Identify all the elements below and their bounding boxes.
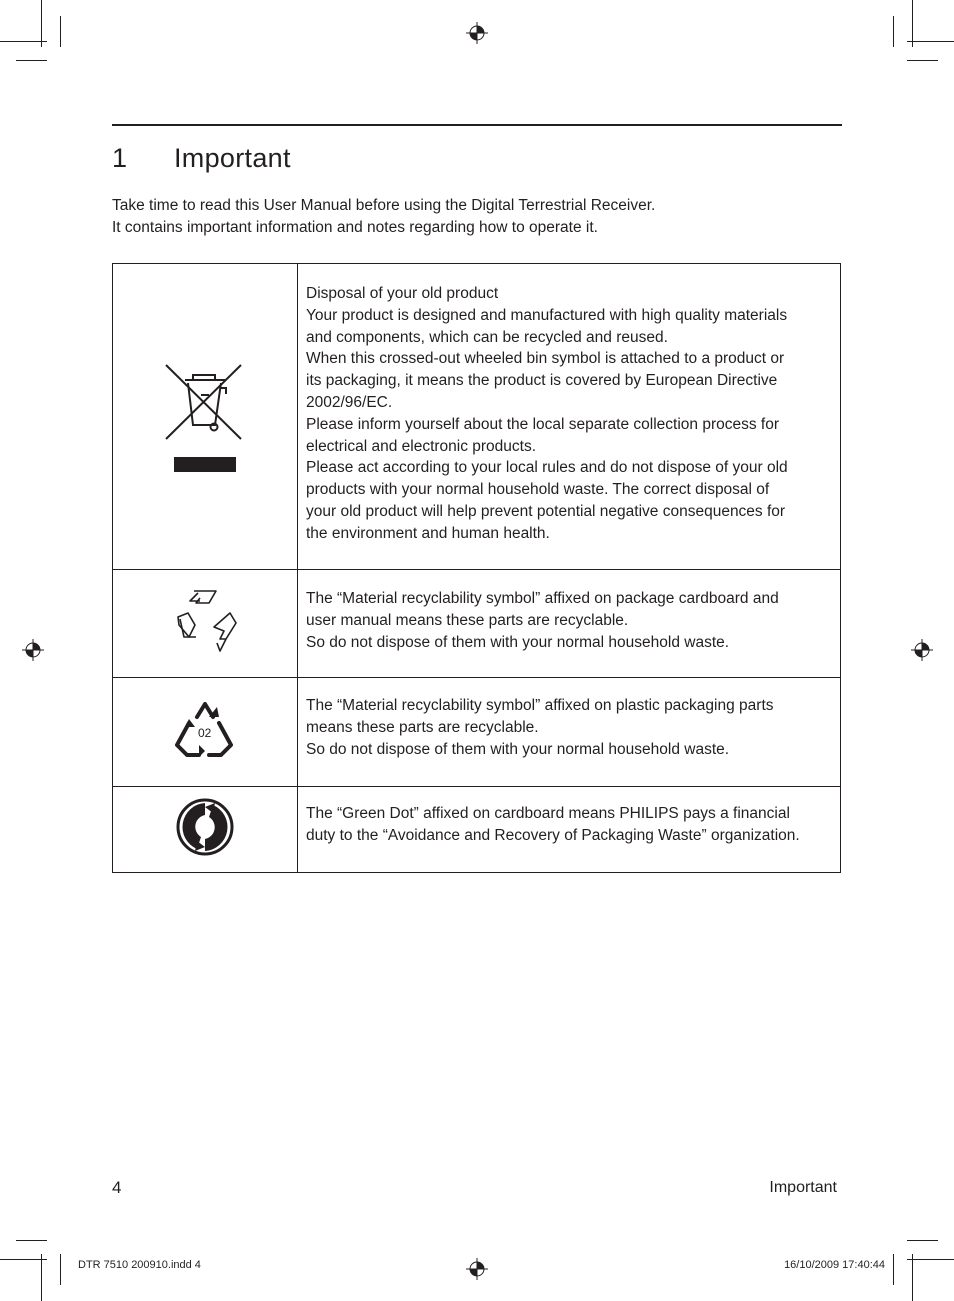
slug-filename: DTR 7510 200910.indd 4 bbox=[78, 1259, 201, 1271]
text-cell bbox=[298, 570, 841, 678]
crop-mark bbox=[0, 41, 47, 42]
paragraph-line: the environment and human health. bbox=[306, 524, 550, 542]
registration-mark-icon bbox=[466, 1258, 488, 1280]
crop-mark bbox=[912, 0, 913, 47]
intro-paragraph bbox=[112, 195, 655, 239]
paragraph-line: The “Material recyclability symbol” affixed on package cardboard and bbox=[306, 590, 779, 607]
crop-mark bbox=[16, 60, 47, 61]
text-cell bbox=[298, 787, 841, 873]
table-row bbox=[113, 787, 841, 873]
plastic-recycle-02-icon bbox=[175, 701, 235, 759]
cardboard-recycle-icon bbox=[172, 589, 238, 653]
registration-mark-icon bbox=[466, 22, 488, 44]
crop-mark bbox=[912, 1254, 913, 1301]
crop-mark bbox=[60, 16, 61, 47]
icon-cell bbox=[113, 570, 298, 678]
registration-mark-icon bbox=[911, 639, 933, 661]
paragraph-line: its packaging, it means the product is covered by European Directive bbox=[306, 372, 778, 390]
green-dot-icon bbox=[175, 797, 235, 857]
icon-cell bbox=[113, 678, 298, 787]
crop-mark bbox=[0, 1259, 47, 1260]
paragraph-line: user manual means these parts are recyclable. bbox=[306, 611, 629, 629]
page-number: 4 bbox=[112, 1178, 122, 1197]
paragraph-line: The “Green Dot” affixed on cardboard means PHILIPS pays a financial bbox=[306, 805, 790, 822]
crop-mark bbox=[60, 1254, 61, 1285]
intro-line: It contains important information and notes regarding how to operate it. bbox=[112, 219, 598, 236]
crop-mark bbox=[907, 1259, 954, 1260]
crop-mark bbox=[16, 1240, 47, 1241]
paragraph-line: your old product will help prevent potential negative consequences for bbox=[306, 502, 786, 520]
crop-mark bbox=[907, 41, 954, 42]
crop-mark bbox=[893, 1254, 894, 1285]
paragraph-line: Your product is designed and manufactured with high quality materials bbox=[306, 306, 788, 324]
environment-table bbox=[112, 263, 841, 873]
table-row bbox=[113, 678, 841, 787]
paragraph-line: Please inform yourself about the local separate collection process for bbox=[306, 415, 779, 433]
paragraph-line: So do not dispose of them with your normal household waste. bbox=[306, 633, 730, 651]
heading-rule bbox=[112, 124, 842, 126]
intro-line: Take time to read this User Manual before using the Digital Terrestrial Receiver. bbox=[112, 197, 656, 214]
table-row bbox=[113, 264, 841, 570]
registration-mark-icon bbox=[22, 639, 44, 661]
crop-mark bbox=[893, 16, 894, 47]
running-footer-section: Important bbox=[769, 1179, 837, 1196]
slug-timestamp: 16/10/2009 17:40:44 bbox=[784, 1259, 885, 1271]
crop-mark bbox=[41, 0, 42, 47]
text-cell bbox=[298, 264, 841, 570]
crop-mark bbox=[907, 60, 938, 61]
paragraph-line: So do not dispose of them with your normal household waste. bbox=[306, 740, 730, 758]
crop-mark bbox=[907, 1240, 938, 1241]
paragraph-line: Disposal of your old product bbox=[306, 285, 499, 302]
paragraph-line: duty to the “Avoidance and Recovery of Packaging Waste” organization. bbox=[306, 826, 800, 844]
crop-mark bbox=[41, 1254, 42, 1301]
paragraph-line: When this crossed-out wheeled bin symbol is attached to a product or bbox=[306, 350, 785, 368]
icon-cell bbox=[113, 787, 298, 873]
paragraph-line: The “Material recyclability symbol” affixed on plastic packaging parts bbox=[306, 697, 774, 714]
paragraph-line: and components, which can be recycled and reused. bbox=[306, 328, 668, 346]
paragraph-line: means these parts are recyclable. bbox=[306, 718, 539, 736]
table-row bbox=[113, 570, 841, 678]
text-cell bbox=[298, 678, 841, 787]
paragraph-line: Please act according to your local rules and do not dispose of your old bbox=[306, 459, 788, 477]
chapter-number: 1 bbox=[112, 143, 128, 173]
crossed-out-wheeled-bin-icon bbox=[165, 361, 245, 473]
chapter-title: Important bbox=[174, 143, 291, 173]
paragraph-line: electrical and electronic products. bbox=[306, 437, 537, 455]
paragraph-line: 2002/96/EC. bbox=[306, 393, 393, 411]
paragraph-line: products with your normal household waste. The correct disposal of bbox=[306, 481, 770, 499]
plastic-code-label: 02 bbox=[198, 725, 212, 740]
icon-cell bbox=[113, 264, 298, 570]
